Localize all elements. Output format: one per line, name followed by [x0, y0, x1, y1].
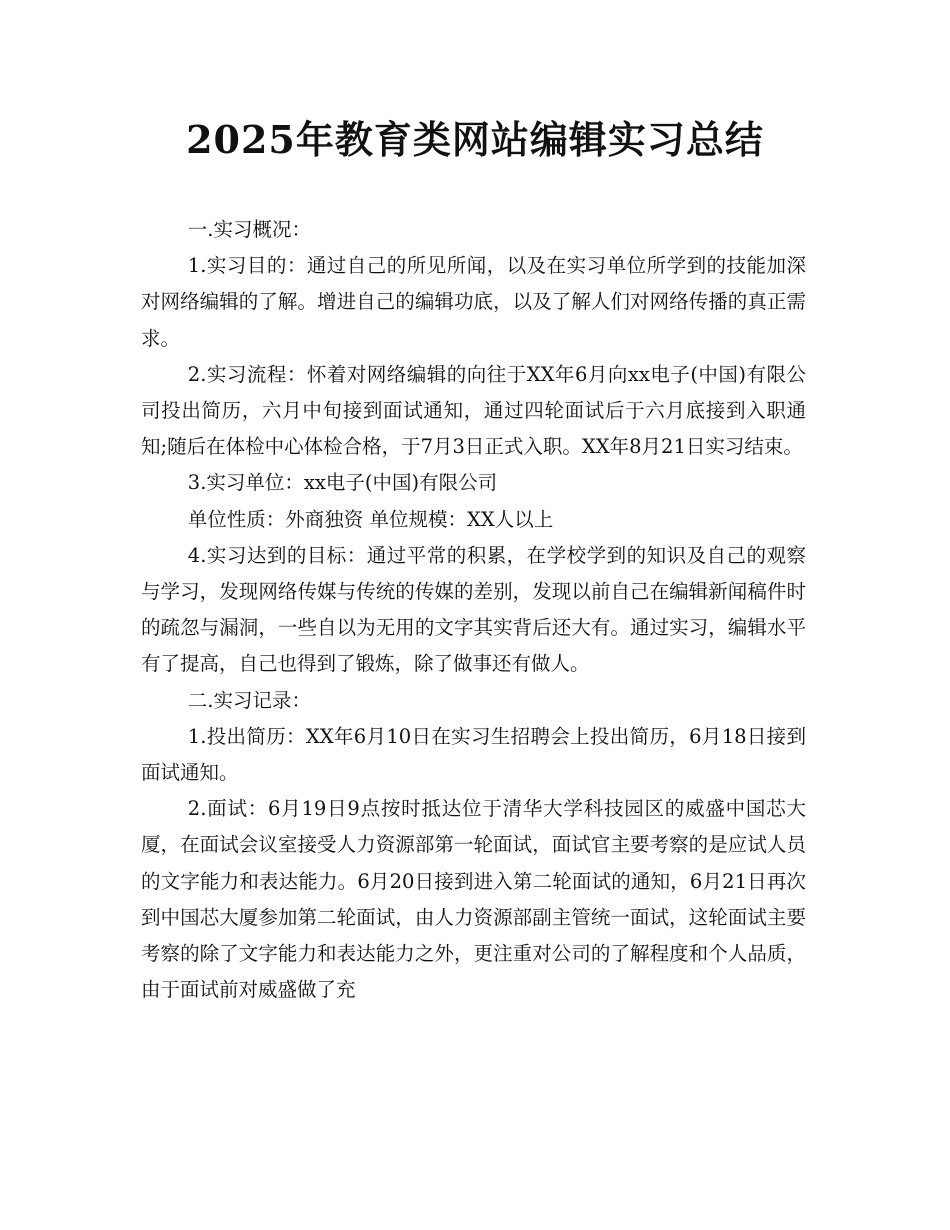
- paragraph-interview: 2.面试：6月19日9点按时抵达位于清华大学科技园区的威盛中国芯大厦，在面试会议室接受人力资源部第一轮面试，面试官主要考察的是应试人员的文字能力和表达能力。6月20日接到进入第二轮面试的通知，6月21日再次到中国芯大厦参加第二轮面试，由人力资源部副主管统一面试，这轮面试主要考察的除了文字能力和表达能力之外，更注重对公司的了解程度和个人品质，由于面试前对威盛做了充: [141, 797, 806, 1002]
- paragraph-resume: 1.投出简历：XX年6月10日在实习生招聘会上投出简历，6月18日接到面试通知。: [141, 724, 806, 785]
- paragraph-goals: 4.实习达到的目标：通过平常的积累，在学校学到的知识及自己的观察与学习，发现网络传媒与传统的传媒的差别，发现以前自己在编辑新闻稿件时的疏忽与漏洞，一些自以为无用的文字其实背后还大有。通过实习，编辑水平有了提高，自己也得到了锻炼，除了做事还有做人。: [141, 543, 806, 676]
- paragraph-unit: 3.实习单位：xx电子(中国)有限公司: [187, 471, 498, 495]
- paragraph-purpose: 1.实习目的：通过自己的所见所闻，以及在实习单位所学到的技能加深对网络编辑的了解。增进自己的编辑功底，以及了解人们对网络传播的真正需求。: [141, 254, 806, 350]
- paragraph-unit-nature: 单位性质：外商独资 单位规模：XX人以上: [187, 507, 554, 531]
- document-body: [141, 212, 806, 1008]
- section-heading-overview: 一.实习概况：: [187, 218, 311, 241]
- paragraph-process: 2.实习流程：怀着对网络编辑的向往于XX年6月向xx电子(中国)有限公司投出简历，六月中旬接到面试通知，通过四轮面试后于六月底接到入职通知;随后在体检中心体检合格，于7月3日正式入职。XX年8月21日实习结束。: [141, 362, 806, 459]
- section-heading-records: 二.实习记录：: [187, 688, 311, 712]
- document-title: 2025年教育类网站编辑实习总结: [186, 117, 764, 162]
